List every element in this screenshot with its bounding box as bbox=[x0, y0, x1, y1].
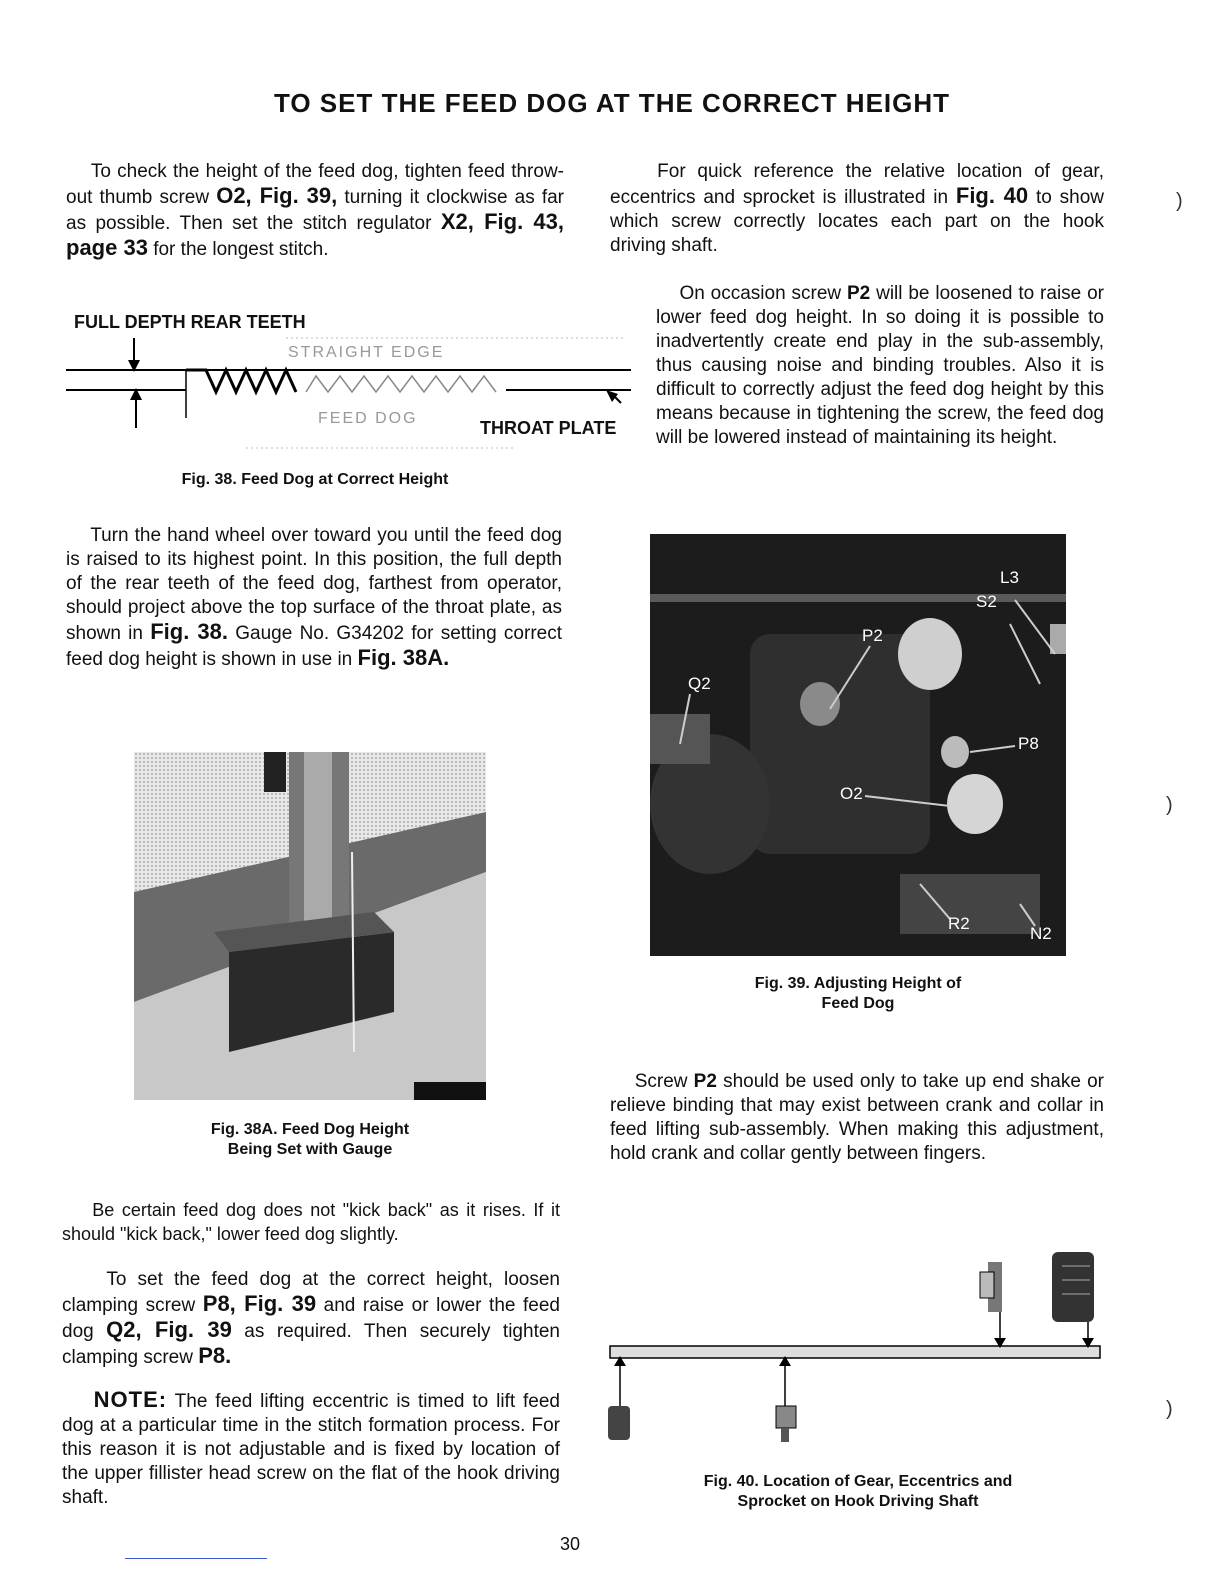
paragraph-kick-back: Be certain feed dog does not "kick back" as it rises. If it should "kick back," lower feed dog slightly. bbox=[62, 1200, 560, 1244]
paragraph-screw-p2-use: Screw P2 should be used only to take up end shake or relieve binding that may exist between crank and collar in feed lifting sub-assembly. When making this adjustment, hold crank and collar gently between fingers. bbox=[610, 1071, 1104, 1164]
figure-38-diagram bbox=[66, 308, 636, 468]
paragraph-quick-reference: For quick reference the relative location of gear, eccentrics and sprocket is illustrated in Fig. 40 to show which screw correctly locates each part on the hook driving shaft. bbox=[610, 161, 1104, 256]
shaft-diagram-icon bbox=[600, 1246, 1110, 1446]
label-p2: P2 bbox=[862, 626, 883, 645]
paragraph-set-height: To set the feed dog at the correct height, loosen clamping screw P8, Fig. 39 and raise or lower the feed dog Q2, Fig. 39 as required. Then securely tighten clamping screw P8. bbox=[62, 1269, 561, 1368]
label-o2: O2 bbox=[840, 784, 863, 803]
page-title: TO SET THE FEED DOG AT THE CORRECT HEIGHT bbox=[273, 88, 951, 118]
label-straight-edge: STRAIGHT EDGE bbox=[288, 344, 445, 361]
label-r2: R2 bbox=[948, 914, 970, 933]
figure-40-diagram bbox=[600, 1246, 1110, 1446]
binder-mark-icon: ) bbox=[1176, 190, 1183, 212]
label-n2: N2 bbox=[1030, 924, 1052, 943]
paragraph-turn-hand-wheel: Turn the hand wheel over toward you until the feed dog is raised to its highest point. In this position, the full depth of the rear teeth of the feed dog, farthest from operator, should project above the top surface of the throat plate, as shown in Fig. 38. Gauge No. G34202 for setting correct feed dog height is shown in use in Fig. 38A. bbox=[66, 525, 562, 670]
caption-fig-39: Fig. 39. Adjusting Height of Feed Dog bbox=[754, 975, 962, 1012]
caption-fig-40: Fig. 40. Location of Gear, Eccentrics and Sprocket on Hook Driving Shaft bbox=[703, 1473, 1013, 1510]
page-number: 30 bbox=[560, 1534, 581, 1554]
binder-mark-icon: ) bbox=[1166, 1398, 1173, 1420]
label-l3: L3 bbox=[1000, 568, 1019, 587]
paragraph-note: NOTE: The feed lifting eccentric is timed to lift feed dog at a particular time in the stitch formation process. For this reason it is not adjustable and is fixed by location of the upper fillister head screw on the flat of the hook driving shaft. bbox=[62, 1387, 560, 1508]
label-s2: S2 bbox=[976, 592, 997, 611]
label-throat-plate: THROAT PLATE bbox=[480, 418, 617, 438]
label-full-depth: FULL DEPTH REAR TEETH bbox=[74, 312, 306, 332]
gauge-photo-icon bbox=[134, 752, 486, 1100]
figure-38a-photo bbox=[134, 752, 486, 1100]
binder-mark-icon: ) bbox=[1166, 794, 1173, 816]
feed-dog-diagram-icon bbox=[66, 308, 636, 468]
paragraph-screw-p2-occasion: On occasion screw P2 will be loosened to raise or lower feed dog height. In so doing it is possible to inadvertently create end play in the sub-assembly, thus causing noise and binding troubles. Also it is difficult to correctly adjust the feed dog height by this means because in tightening the screw, the feed dog will be lowered instead of maintaining its height. bbox=[656, 283, 1104, 448]
figure-39-photo bbox=[650, 534, 1066, 956]
paragraph-check-height: To check the height of the feed dog, tighten feed throw-out thumb screw O2, Fig. 39, turning it clockwise as far as possible. Then set the stitch regulator X2, Fig. 43, page 33 for the longest stitch. bbox=[66, 161, 565, 260]
caption-fig-38a: Fig. 38A. Feed Dog Height Being Set with Gauge bbox=[210, 1121, 410, 1158]
footer-rule bbox=[125, 1558, 267, 1559]
label-feed-dog: FEED DOG bbox=[318, 410, 418, 427]
caption-fig-38: Fig. 38. Feed Dog at Correct Height bbox=[181, 471, 449, 488]
label-p8: P8 bbox=[1018, 734, 1039, 753]
label-q2: Q2 bbox=[688, 674, 711, 693]
mechanism-photo-icon bbox=[650, 534, 1066, 956]
